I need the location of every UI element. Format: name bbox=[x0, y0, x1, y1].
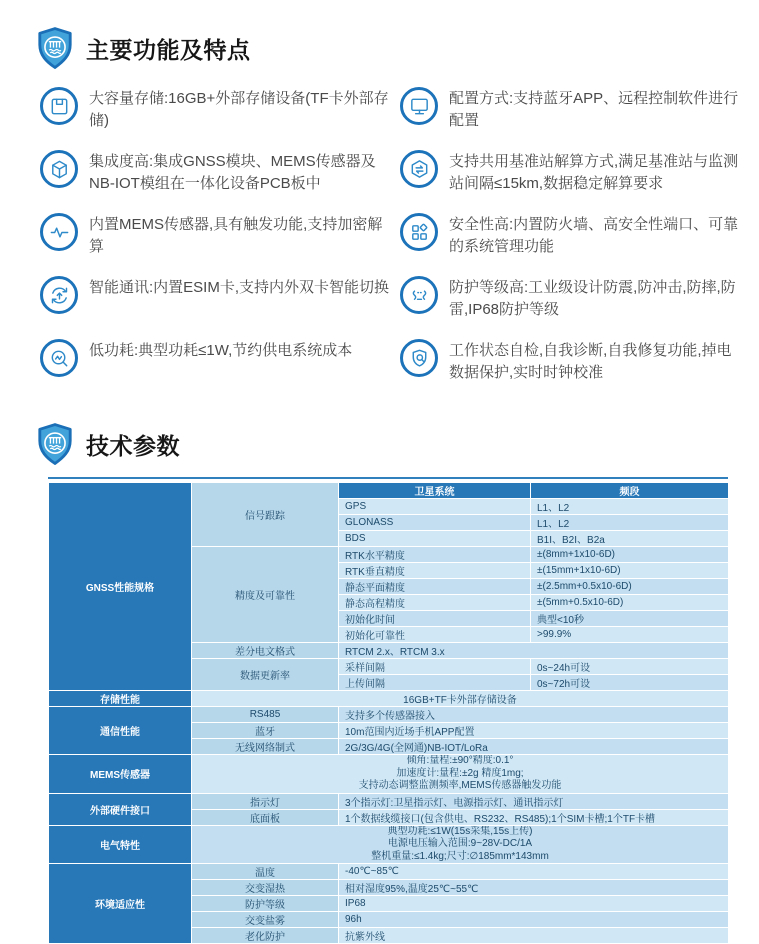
spec-value: 96h bbox=[339, 912, 729, 928]
spec-line: 支持动态调整监测频率,MEMS传感器触发功能 bbox=[358, 780, 562, 791]
category-communication: 通信性能 bbox=[49, 707, 192, 755]
monitor-icon bbox=[400, 87, 438, 125]
table-row bbox=[49, 825, 729, 864]
group-rtcm: 差分电文格式 bbox=[192, 643, 339, 659]
spec-value: 3个指示灯:卫星指示灯、电源指示灯、通讯指示灯 bbox=[339, 793, 729, 809]
spec-line: 倾角:量程:±90°精度:0.1° bbox=[406, 755, 514, 766]
spec-line: 加速度计:量程:±2g 精度1mg; bbox=[396, 767, 524, 779]
features-grid bbox=[40, 87, 759, 384]
spec-value: 支持多个传感器接入 bbox=[339, 707, 729, 723]
feature-text: 防护等级高:工业级设计防震,防冲击,防摔,防雷,IP68防护等级 bbox=[449, 279, 736, 318]
spec-value: 相对湿度95%,温度25℃~55℃ bbox=[339, 880, 729, 896]
feature-text: 支持共用基准站解算方式,满足基准站与监测站间隔≤15km,数据稳定解算要求 bbox=[449, 153, 739, 192]
spec-key: GLONASS bbox=[339, 515, 531, 531]
spec-value: 抗紫外线 bbox=[339, 928, 729, 944]
spec-key: 防护等级 bbox=[192, 896, 339, 912]
spec-key: 初始化时间 bbox=[339, 611, 531, 627]
spec-value: L1、L2 bbox=[531, 515, 729, 531]
table-row bbox=[49, 707, 729, 723]
feature-item bbox=[400, 339, 740, 384]
spec-key: 静态高程精度 bbox=[339, 595, 531, 611]
category-hardware: 外部硬件接口 bbox=[49, 793, 192, 825]
category-electrical: 电气特性 bbox=[49, 825, 192, 864]
feature-text: 配置方式:支持蓝牙APP、远程控制软件进行配置 bbox=[449, 90, 739, 129]
features-section-title: 主要功能及特点 bbox=[86, 37, 251, 63]
group-signal-tracking: 信号跟踪 bbox=[192, 483, 339, 547]
low-power-icon bbox=[40, 339, 78, 377]
group-accuracy: 精度及可靠性 bbox=[192, 547, 339, 643]
spec-table bbox=[48, 482, 729, 944]
spec-value: 10m范围内近场手机APP配置 bbox=[339, 723, 729, 739]
category-gnss: GNSS性能规格 bbox=[49, 483, 192, 691]
pulse-waveform-icon bbox=[40, 213, 78, 251]
spec-key: 交变盐雾 bbox=[192, 912, 339, 928]
spec-value: 1个数据线缆接口(包含供电、RS232、RS485);1个SIM卡槽;1个TF卡槽 bbox=[339, 809, 729, 825]
spec-value: >99.9% bbox=[531, 627, 729, 643]
feature-text: 工作状态自检,自我诊断,自我修复功能,掉电数据保护,实时时钟校准 bbox=[449, 342, 732, 381]
table-header-row bbox=[49, 483, 729, 499]
feature-item bbox=[40, 213, 392, 258]
feature-text: 大容量存储:16GB+外部存储设备(TF卡外部存储) bbox=[89, 90, 389, 129]
spec-key: 采样间隔 bbox=[339, 659, 531, 675]
feature-text: 低功耗:典型功耗≤1W,节约供电系统成本 bbox=[89, 342, 353, 359]
cube-icon bbox=[40, 150, 78, 188]
self-check-shield-icon bbox=[400, 339, 438, 377]
spec-value: -40℃~85℃ bbox=[339, 864, 729, 880]
category-environment: 环境适应性 bbox=[49, 864, 192, 944]
spec-value: 0s~72h可设 bbox=[531, 675, 729, 691]
feature-text: 内置MEMS传感器,具有触发功能,支持加密解算 bbox=[89, 216, 383, 255]
spec-key: 温度 bbox=[192, 864, 339, 880]
shockproof-icon bbox=[400, 276, 438, 314]
spec-value: RTCM 2.x、RTCM 3.x bbox=[339, 643, 729, 659]
spec-value: 0s~24h可设 bbox=[531, 659, 729, 675]
feature-text: 安全性高:内置防火墙、高安全性端口、可靠的系统管理功能 bbox=[449, 216, 739, 255]
spec-value: ±(8mm+1x10-6D) bbox=[531, 547, 729, 563]
feature-item bbox=[40, 150, 392, 195]
table-row bbox=[49, 793, 729, 809]
shield-dam-icon bbox=[36, 422, 74, 467]
spec-value: 典型<10秒 bbox=[531, 611, 729, 627]
feature-item bbox=[400, 87, 740, 132]
spec-key: 指示灯 bbox=[192, 793, 339, 809]
spec-value: L1、L2 bbox=[531, 499, 729, 515]
col-header-satellite-system: 卫星系统 bbox=[339, 483, 531, 499]
feature-item bbox=[400, 276, 740, 321]
spec-value: 16GB+TF卡外部存储设备 bbox=[192, 691, 729, 707]
feature-item bbox=[40, 339, 392, 384]
spec-key: GPS bbox=[339, 499, 531, 515]
spec-key: 无线网络制式 bbox=[192, 739, 339, 755]
feature-item bbox=[40, 87, 392, 132]
table-row bbox=[49, 755, 729, 794]
spec-value: ±(2.5mm+0.5x10-6D) bbox=[531, 579, 729, 595]
spec-key: RTK垂直精度 bbox=[339, 563, 531, 579]
spec-key: 上传间隔 bbox=[339, 675, 531, 691]
base-station-swap-icon bbox=[400, 150, 438, 188]
specs-section-title: 技术参数 bbox=[86, 433, 180, 459]
spec-key: RS485 bbox=[192, 707, 339, 723]
sim-switch-icon bbox=[40, 276, 78, 314]
feature-text: 智能通讯:内置ESIM卡,支持内外双卡智能切换 bbox=[89, 279, 390, 296]
spec-key: 底面板 bbox=[192, 809, 339, 825]
spec-value: IP68 bbox=[339, 896, 729, 912]
category-storage: 存储性能 bbox=[49, 691, 192, 707]
feature-text: 集成度高:集成GNSS模块、MEMS传感器及NB-IOT模组在一体化设备PCB板中 bbox=[89, 153, 376, 192]
features-section-header bbox=[36, 26, 759, 71]
spec-line: 整机重量:≤1.4kg;尺寸:∅185mm*143mm bbox=[371, 850, 549, 862]
floppy-disk-icon bbox=[40, 87, 78, 125]
spec-key: RTK水平精度 bbox=[339, 547, 531, 563]
feature-item bbox=[40, 276, 392, 321]
section-divider bbox=[48, 477, 728, 479]
spec-key: BDS bbox=[339, 531, 531, 547]
spec-value: ±(15mm+1x10-6D) bbox=[531, 563, 729, 579]
feature-item bbox=[400, 213, 740, 258]
category-mems: MEMS传感器 bbox=[49, 755, 192, 794]
spec-value-multiline bbox=[192, 755, 729, 794]
security-blocks-icon bbox=[400, 213, 438, 251]
spec-value: ±(5mm+0.5x10-6D) bbox=[531, 595, 729, 611]
spec-line: 电源电压输入范围:9~28V-DC/1A bbox=[387, 838, 533, 849]
group-update-rate: 数据更新率 bbox=[192, 659, 339, 691]
table-row bbox=[49, 691, 729, 707]
spec-key: 静态平面精度 bbox=[339, 579, 531, 595]
spec-key: 蓝牙 bbox=[192, 723, 339, 739]
feature-item bbox=[400, 150, 740, 195]
spec-line: 典型功耗:≤1W(15s采集,15s上传) bbox=[387, 825, 533, 837]
spec-value: 2G/3G/4G(全网通)NB-IOT/LoRa bbox=[339, 739, 729, 755]
shield-dam-icon bbox=[36, 26, 74, 71]
spec-key: 交变湿热 bbox=[192, 880, 339, 896]
spec-key: 初始化可靠性 bbox=[339, 627, 531, 643]
specs-section-header bbox=[36, 422, 759, 467]
col-header-band: 频段 bbox=[531, 483, 729, 499]
spec-value-multiline bbox=[192, 825, 729, 864]
spec-key: 老化防护 bbox=[192, 928, 339, 944]
table-row bbox=[49, 864, 729, 880]
spec-value: B1I、B2I、B2a bbox=[531, 531, 729, 547]
